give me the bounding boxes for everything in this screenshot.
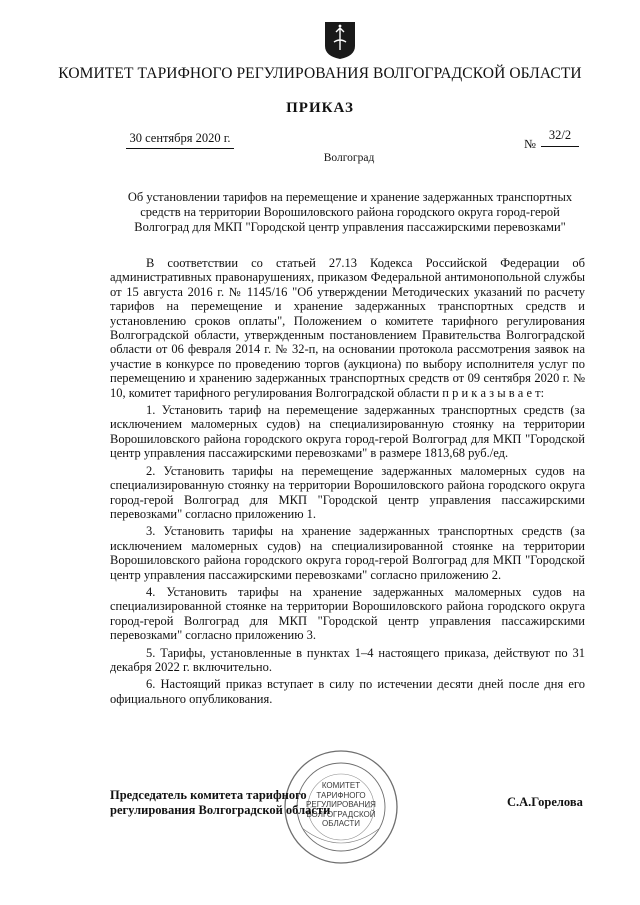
- order-item: 6. Настоящий приказ вступает в силу по истечении десяти дней после дня его официального опубликования.: [110, 677, 585, 706]
- preamble-paragraph: В соответствии со статьей 27.13 Кодекса Российской Федерации об административных правонарушениях, приказом Федеральной антимонопольной службы от 15 августа 2016 г. № 1145/16 "Об утверждении Методических указаний по расчету тарифов на перемещение и хранение задержанных транспортных средств и установлению сроков оплаты", Положением о комитете тарифного регулирования Волгоградской области, утвержденным постановлением Правительства Волгоградской области от 06 февраля 2014 г. № 32-п, на основании протокола рассмотрения заявок на участие в конкурсе по проведению торгов (аукциона) по выбору исполнителя услуг по перемещению и хранению задержанных транспортных средств от 09 сентября 2020 г. № 10, комитет тарифного регулирования Волгоградской области п р и к а з ы в а е т:: [110, 256, 585, 400]
- coat-of-arms-icon: [323, 20, 357, 60]
- document-type-heading: ПРИКАЗ: [286, 100, 354, 116]
- order-number: 32/2: [541, 128, 579, 147]
- order-number-label: №: [524, 137, 536, 151]
- signatory-name: С.А.Горелова: [507, 795, 583, 809]
- signatory-title-line: регулирования Волгоградской области: [110, 803, 331, 817]
- order-item: 5. Тарифы, установленные в пунктах 1–4 настоящего приказа, действуют по 31 декабря 2022 г. включительно.: [110, 645, 585, 674]
- signatory-title-line: Председатель комитета тарифного: [110, 788, 307, 802]
- seal-line: ОБЛАСТИ: [321, 819, 361, 829]
- order-item: 2. Установить тарифы на перемещение задержанных маломерных судов на специализированную стоянку на территории Ворошиловского района городского округа город-герой Волгоград для МКП "Городской центр управления пассажирскими перевозками" согласно приложению 1.: [110, 463, 585, 521]
- seal-line: КОМИТЕТ: [321, 781, 361, 790]
- order-date: 30 сентября 2020 г.: [126, 131, 234, 149]
- city: Волгоград: [323, 152, 375, 164]
- order-item: 3. Установить тарифы на хранение задержанных транспортных средств (за исключением маломерных судов) на специализированной стоянке на территории Ворошиловского района городского округа город-герой Волгоград для МКП "Городской центр управления пассажирскими перевозками" согласно приложению 2.: [110, 524, 585, 582]
- signatory-title: [110, 788, 340, 818]
- order-item: 1. Установить тариф на перемещение задержанных транспортных средств (за исключением маломерных судов) на специализированную стоянку на территории Ворошиловского района городского округа город-герой Волгоград для МКП "Городской центр управления пассажирскими перевозками" в размере 1813,68 руб./ед.: [110, 403, 585, 461]
- committee-title: КОМИТЕТ ТАРИФНОГО РЕГУЛИРОВАНИЯ ВОЛГОГРАДСКОЙ ОБЛАСТИ: [58, 65, 582, 82]
- seal-line: РЕГУЛИРОВАНИЯ: [306, 800, 376, 810]
- seal-line: ТАРИФНОГО: [316, 790, 366, 800]
- order-item: 4. Установить тарифы на хранение задержанных маломерных судов на специализированной стоянке на территории Ворошиловского района городского округа город-герой Волгоград для МКП "Городской центр управления пассажирскими перевозками" согласно приложению 3.: [110, 584, 585, 643]
- subject-line: средств на территории Ворошиловского района городского округа город-герой: [140, 205, 560, 219]
- subject-line: Волгоград для МКП "Городской центр управления пассажирскими перевозками": [134, 220, 566, 234]
- subject-line: Об установлении тарифов на перемещение и хранение задержанных транспортных: [127, 190, 573, 204]
- order-subject: [110, 190, 590, 235]
- seal-line: ВОЛГОГРАДСКОЙ: [306, 809, 376, 819]
- order-body: [110, 256, 585, 706]
